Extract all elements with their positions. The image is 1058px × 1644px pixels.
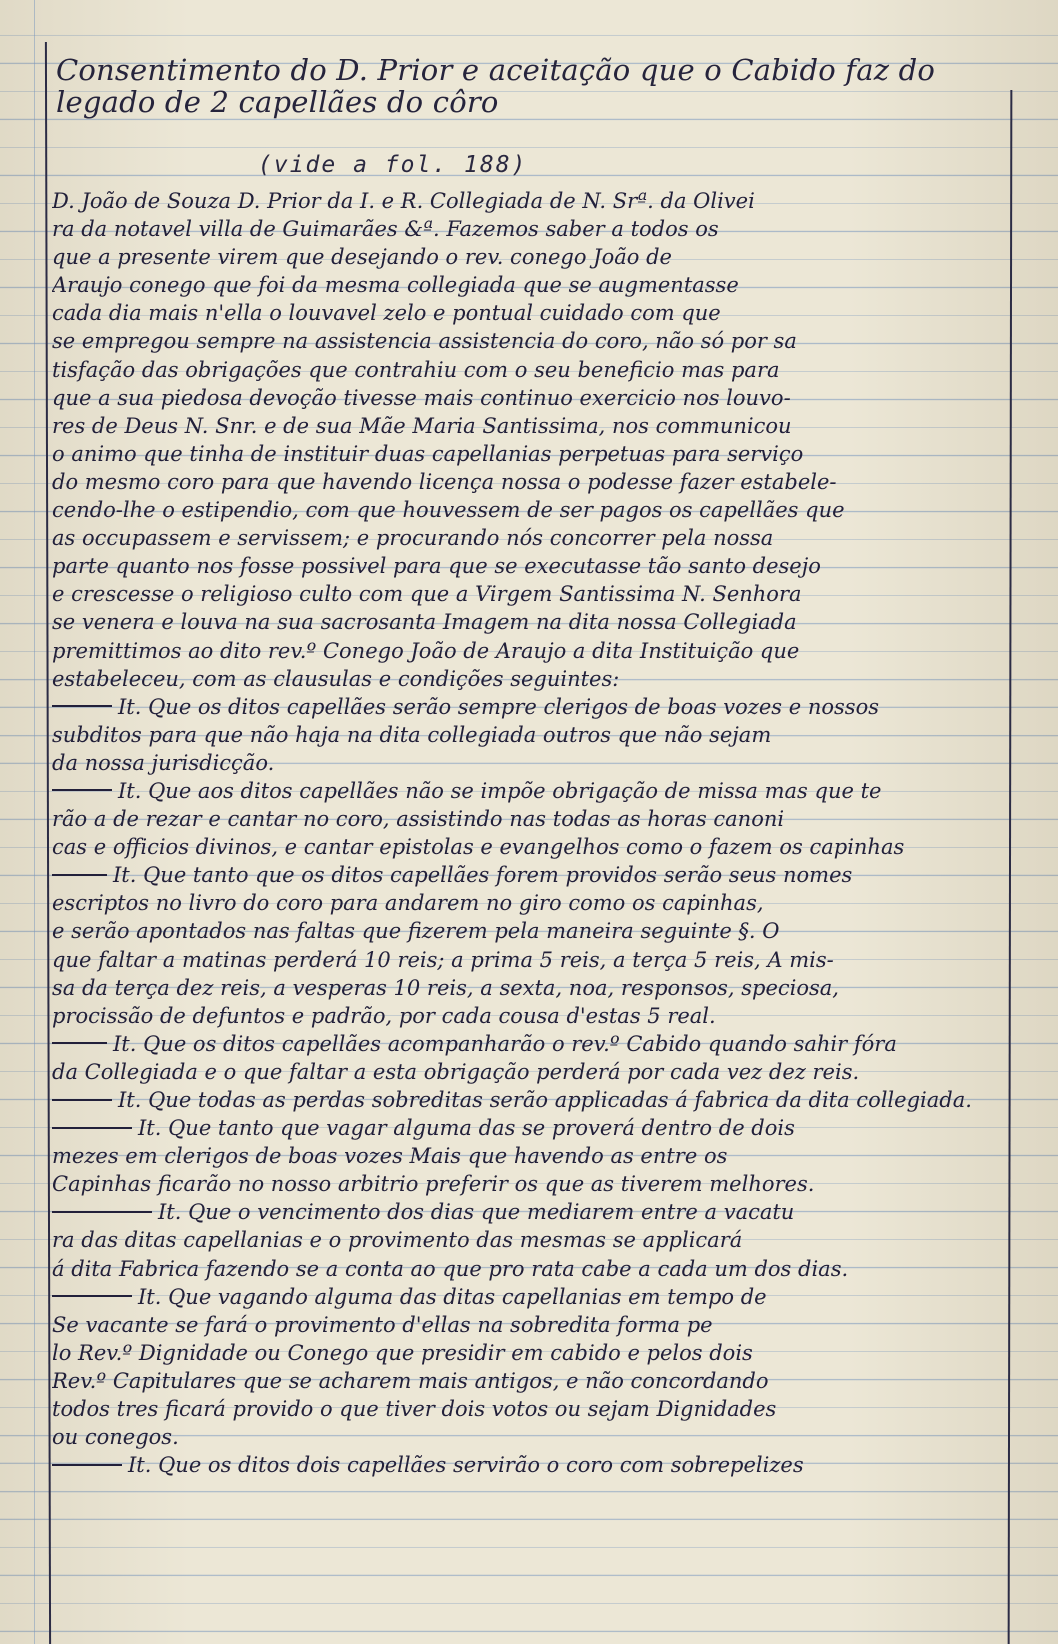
- left-ink-margin: [45, 42, 51, 1644]
- manuscript-line-text: que faltar a matinas perderá 10 reis; a prima 5 reis, a terça 5 reis, A mis-: [52, 947, 834, 972]
- paragraph-dash: [52, 1464, 122, 1466]
- manuscript-line: [52, 637, 1014, 665]
- manuscript-line: [52, 1198, 1014, 1226]
- manuscript-line: [52, 777, 1014, 805]
- manuscript-line: [52, 468, 1014, 496]
- manuscript-line: [52, 1395, 1014, 1423]
- manuscript-line: [52, 861, 1014, 889]
- manuscript-line-text: D. João de Souza D. Prior da I. e R. Collegiada de N. Srª. da Olivei: [52, 189, 755, 213]
- manuscript-line: [52, 946, 1014, 974]
- manuscript-line: [52, 580, 1014, 608]
- manuscript-line-text: premittimos ao dito rev.º Conego João de Araujo a dita Instituição que: [52, 638, 800, 663]
- manuscript-line-text: ra das ditas capellanias e o provimento das mesmas se applicará: [52, 1228, 743, 1253]
- manuscript-line-text: mezes em clerigos de boas vozes Mais que havendo as entre os: [52, 1144, 728, 1169]
- manuscript-line-text: da Collegiada e o que faltar a esta obrigação perderá por cada vez dez reis.: [52, 1059, 860, 1084]
- manuscript-line: [52, 1030, 1014, 1058]
- manuscript-line: [52, 749, 1014, 777]
- manuscript-line: [52, 552, 1014, 580]
- manuscript-line: [52, 327, 1014, 355]
- manuscript-line-text: rão a de rezar e cantar no coro, assistindo nas todas as horas canoni: [52, 807, 785, 832]
- title-line-1: Consentimento do D. Prior e aceitação que o Cabido faz do: [56, 53, 936, 87]
- manuscript-line-text: cendo-lhe o estipendio, com que houvessem de ser pagos os capellães que: [52, 498, 845, 523]
- manuscript-line-text: lo Rev.º Dignidade ou Conego que presidir em cabido e pelos dois: [52, 1340, 753, 1365]
- manuscript-line: [52, 1114, 1014, 1142]
- ruled-margin-line: [34, 0, 35, 1644]
- paragraph-dash: [52, 1127, 132, 1129]
- manuscript-line-text: res de Deus N. Snr. e de sua Mãe Maria Santissima, nos communicou: [52, 413, 792, 438]
- manuscript-line: [52, 1311, 1014, 1339]
- manuscript-line: [52, 608, 1014, 636]
- manuscript-line: [52, 1451, 1014, 1479]
- manuscript-line-text: ou conegos.: [52, 1425, 179, 1450]
- manuscript-line: [52, 215, 1014, 243]
- manuscript-line-text: se venera e louva na sua sacrosanta Imagem na dita nossa Collegiada: [52, 610, 797, 635]
- manuscript-line-text: as occupassem e servissem; e procurando nós concorrer pela nossa: [52, 526, 774, 551]
- manuscript-line-text: It. Que os ditos capellães serão sempre clerigos de boas vozes e nossos: [118, 694, 879, 719]
- manuscript-line: [52, 721, 1014, 749]
- manuscript-line: [52, 1170, 1014, 1198]
- manuscript-line-text: It. Que tanto que os ditos capellães forem providos serão seus nomes: [113, 863, 853, 888]
- manuscript-line-text: cada dia mais n'ella o louvavel zelo e pontual cuidado com que: [52, 301, 721, 326]
- manuscript-line-text: á dita Fabrica fazendo se a conta ao que pro rata cabe a cada um dos dias.: [52, 1256, 849, 1281]
- paragraph-dash: [52, 874, 107, 876]
- manuscript-line: [52, 243, 1014, 271]
- manuscript-line-text: e serão apontados nas faltas que fizerem pela maneira seguinte §. O: [52, 919, 780, 944]
- manuscript-line-text: parte quanto nos fosse possivel para que se executasse tão santo desejo: [52, 554, 821, 579]
- manuscript-line: [52, 299, 1014, 327]
- manuscript-line: [52, 412, 1014, 440]
- manuscript-line: [52, 1226, 1014, 1254]
- manuscript-line: [52, 1058, 1014, 1086]
- manuscript-line: [52, 1423, 1014, 1451]
- manuscript-line-text: It. Que aos ditos capellães não se impõe obrigação de missa mas que te: [118, 778, 882, 803]
- manuscript-line-text: se empregou sempre na assistencia assistencia do coro, não só por sa: [52, 329, 797, 354]
- manuscript-line: [52, 1255, 1014, 1283]
- folio-reference: (vide a fol. 188): [258, 152, 528, 178]
- manuscript-line-text: da nossa jurisdicção.: [52, 750, 275, 775]
- manuscript-line-text: It. Que todas as perdas sobreditas serão applicadas á fabrica da dita collegiada.: [118, 1088, 972, 1112]
- manuscript-line: [52, 693, 1014, 721]
- manuscript-line-text: tisfação das obrigações que contrahiu com o seu beneficio mas para: [52, 357, 780, 382]
- manuscript-line: [52, 384, 1014, 412]
- manuscript-line-text: que a sua piedosa devoção tivesse mais continuo exercicio nos louvo-: [52, 385, 791, 410]
- manuscript-line: [52, 1283, 1014, 1311]
- manuscript-line: [52, 356, 1014, 384]
- manuscript-line-text: It. Que os ditos capellães acompanharão o rev.º Cabido quando sahir fóra: [113, 1031, 897, 1056]
- manuscript-line: [52, 1002, 1014, 1030]
- manuscript-line-text: subditos para que não haja na dita collegiada outros que não sejam: [52, 722, 772, 747]
- manuscript-line-text: Capinhas ficarão no nosso arbitrio preferir os que as tiverem melhores.: [52, 1172, 815, 1197]
- manuscript-line-text: estabeleceu, com as clausulas e condições seguintes:: [52, 666, 620, 691]
- paragraph-dash: [52, 705, 112, 707]
- paragraph-dash: [52, 1099, 112, 1101]
- title-line-2: legado de 2 capellães do côro: [56, 85, 499, 119]
- manuscript-line: [52, 833, 1014, 861]
- paragraph-dash: [52, 1295, 132, 1297]
- manuscript-line-text: escriptos no livro do coro para andarem no giro como os capinhas,: [52, 891, 764, 916]
- manuscript-line-text: It. Que tanto que vagar alguma das se proverá dentro de dois: [138, 1116, 795, 1141]
- manuscript-line: [52, 1367, 1014, 1395]
- manuscript-line-text: e crescesse o religioso culto com que a Virgem Santissima N. Senhora: [52, 582, 802, 607]
- manuscript-line: [52, 524, 1014, 552]
- manuscript-line-text: cas e officios divinos, e cantar epistolas e evangelhos como o fazem os capinhas: [52, 835, 905, 860]
- manuscript-line-text: Araujo conego que foi da mesma collegiada que se augmentasse: [52, 273, 739, 298]
- manuscript-line: [52, 917, 1014, 945]
- manuscript-line: [52, 1142, 1014, 1170]
- manuscript-line-text: ra da notavel villa de Guimarães &ª. Fazemos saber a todos os: [52, 217, 719, 242]
- manuscript-line-text: It. Que os ditos dois capellães servirão o coro com sobrepelizes: [128, 1453, 804, 1478]
- manuscript-line: [52, 665, 1014, 693]
- paragraph-dash: [52, 789, 112, 791]
- manuscript-line-text: todos tres ficará provido o que tiver dois votos ou sejam Dignidades: [52, 1397, 777, 1422]
- manuscript-line-text: Rev.º Capitulares que se acharem mais antigos, e não concordando: [52, 1368, 769, 1393]
- manuscript-line: [52, 187, 1014, 215]
- manuscript-line: [52, 271, 1014, 299]
- manuscript-line-text: It. Que o vencimento dos dias que mediarem entre a vacatu: [158, 1200, 795, 1225]
- manuscript-line: [52, 1339, 1014, 1367]
- manuscript-line: [52, 974, 1014, 1002]
- manuscript-line-text: Se vacante se fará o provimento d'ellas na sobredita forma pe: [52, 1312, 713, 1337]
- manuscript-line-text: It. Que vagando alguma das ditas capellanias em tempo de: [138, 1284, 767, 1309]
- manuscript-line-text: do mesmo coro para que havendo licença nossa o podesse fazer estabele-: [52, 469, 837, 494]
- document-title: [56, 54, 996, 118]
- manuscript-line: [52, 1086, 1014, 1114]
- manuscript-line: [52, 496, 1014, 524]
- manuscript-line-text: o animo que tinha de instituir duas capellanias perpetuas para serviço: [52, 441, 804, 466]
- manuscript-body: [52, 187, 1014, 1479]
- manuscript-line-text: que a presente virem que desejando o rev. conego João de: [52, 245, 672, 270]
- manuscript-line-text: procissão de defuntos e padrão, por cada cousa d'estas 5 real.: [52, 1003, 716, 1028]
- paragraph-dash: [52, 1042, 107, 1044]
- paragraph-dash: [52, 1211, 152, 1213]
- manuscript-line: [52, 889, 1014, 917]
- manuscript-line: [52, 440, 1014, 468]
- manuscript-line-text: sa da terça dez reis, a vesperas 10 reis, a sexta, noa, responsos, speciosa,: [52, 975, 839, 1000]
- manuscript-line: [52, 805, 1014, 833]
